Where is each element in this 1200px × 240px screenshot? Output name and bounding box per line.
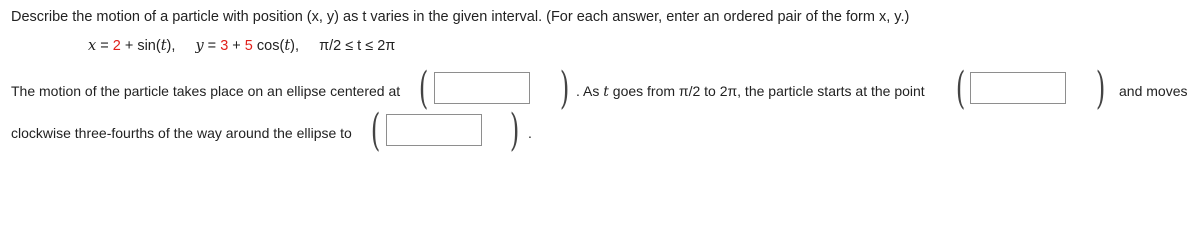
center-close-paren: ) <box>559 63 570 114</box>
x-equation: x = 2 + sin(t), <box>88 38 176 54</box>
start-point-input[interactable] <box>970 72 1066 104</box>
y-constant: 3 <box>220 38 229 54</box>
end-point-input[interactable] <box>386 114 482 146</box>
sentence-center-label: The motion of the particle takes place on an ellipse centered at <box>11 83 401 99</box>
end-open-paren: ( <box>370 105 381 156</box>
sentence-start-label: . As t goes from π/2 to 2π, the particle starts at the point <box>576 83 925 100</box>
y-equation: y = 3 + 5 cos(t), <box>195 38 299 54</box>
sentence-end-period: . <box>528 125 532 141</box>
y-coefficient: 5 <box>244 38 253 54</box>
sentence-and-moves: and moves <box>1119 83 1188 99</box>
start-close-paren: ) <box>1095 63 1106 114</box>
t-interval: π/2 ≤ t ≤ 2π <box>319 38 396 54</box>
center-open-paren: ( <box>418 63 429 114</box>
start-open-paren: ( <box>955 63 966 114</box>
question-instruction: Describe the motion of a particle with position (x, y) as t varies in the given interval. (For each answer, enter an ordered pair of the form x, y.) <box>11 9 910 25</box>
sentence-end-label: clockwise three-fourths of the way around the ellipse to <box>11 125 352 141</box>
parametric-equations <box>88 38 395 54</box>
center-input[interactable] <box>434 72 530 104</box>
x-constant: 2 <box>112 38 121 54</box>
end-close-paren: ) <box>509 105 520 156</box>
